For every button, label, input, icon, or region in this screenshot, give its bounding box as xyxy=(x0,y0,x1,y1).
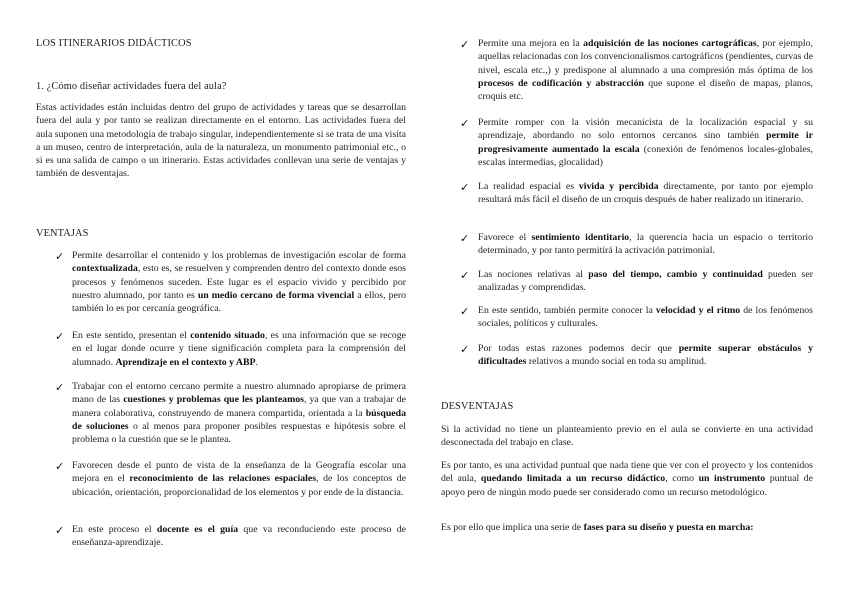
bold-text: adquisición de las nociones cartográficas xyxy=(583,38,757,49)
text-run: o al menos para proponer posibles respuestas e hipótesis sobre el problema o la cuestión que se le plantea. xyxy=(72,420,406,446)
text-run: , por ejemplo, aquellas relacionadas con los convencionalismos cartográficos (pendientes, curvas de nivel, escala etc.,) y predispone al alumnado a una compresión más óptima de los xyxy=(478,38,813,76)
bold-text: vivida y percibida xyxy=(578,181,659,192)
bold-text: permite ir progresivamente aumentado la escala xyxy=(478,130,813,155)
desventajas-heading: DESVENTAJAS xyxy=(441,401,514,412)
check-icon: ✓ xyxy=(55,331,65,343)
text-run: En este proceso el xyxy=(72,524,157,535)
text-run: , de los conceptos de ubicación, orientación, proporcionalidad de los elementos y por ende de la distancia. xyxy=(72,473,406,498)
list-item xyxy=(72,329,406,369)
check-icon: ✓ xyxy=(460,344,470,356)
list-item xyxy=(72,380,406,446)
check-icon: ✓ xyxy=(55,525,65,537)
text-run: (conexión de fenómenos locales-globales, escalas intermedias, glocalidad) xyxy=(478,143,813,168)
bold-text: un medio cercano de forma vivencial xyxy=(197,289,355,301)
text-run: pueden ser analizadas y comprendidas. xyxy=(478,269,813,294)
text-run: , la querencia hacia un espacio o territorio determinado, y por tanto permitirá la activación patrimonial. xyxy=(478,232,814,257)
text-run: Permite romper con la visión mecanicista de la localización espacial y su aprendizaje, abordando no solo entornos cercanos sino también xyxy=(478,117,813,142)
check-icon: ✓ xyxy=(55,382,65,394)
list-item xyxy=(478,304,813,331)
list-item xyxy=(478,116,813,169)
text-run: Permite desarrollar el contenido y los problemas de investigación escolar de forma xyxy=(72,250,406,261)
text-run: a ellos, pero también lo es por cercanía geográfica. xyxy=(72,289,406,315)
text-run: . xyxy=(255,356,258,368)
text-run: Permite una mejora en la xyxy=(478,38,584,49)
text-run: La realidad espacial es xyxy=(478,181,579,192)
bold-text: paso del tiempo, cambio y continuidad xyxy=(588,269,763,280)
list-item xyxy=(72,249,406,315)
text-run: puntual de apoyo pero de ningún modo puede ser considerado como un recurso metodológico. xyxy=(441,473,813,498)
text-run: En este sentido, presentan el xyxy=(72,330,191,341)
bold-text: reconocimiento de las relaciones espaciales xyxy=(129,473,317,485)
bold-text: permite superar obstáculos y dificultades xyxy=(478,343,813,368)
list-item xyxy=(478,268,813,295)
check-icon: ✓ xyxy=(460,39,470,51)
text-run: Favorece el xyxy=(478,232,532,243)
check-icon: ✓ xyxy=(460,233,470,245)
bold-text: procesos de codificación y abstracción xyxy=(478,77,644,89)
text-run: , es una información que se recoge en el lugar donde ocurre y tiene significación completa para la comprensión del alumnado. xyxy=(72,330,406,368)
bold-text: contextualizada xyxy=(72,263,138,275)
bold-text: sentimiento identitario xyxy=(531,232,630,243)
text-run: que supone el diseño de mapas, planos, croquis etc. xyxy=(478,77,813,103)
text-run: Si la actividad no tiene un planteamiento previo en el aula se convierte en una actividad desconectada del trabajo en clase. xyxy=(441,424,813,449)
list-item xyxy=(72,459,406,499)
bold-text: fases para su diseño y puesta en marcha: xyxy=(583,522,754,533)
bold-text: Aprendizaje en el contexto y ABP xyxy=(115,356,256,368)
section-question: 1. ¿Cómo diseñar actividades fuera del aula? xyxy=(36,81,227,92)
desventajas-paragraph xyxy=(441,459,813,499)
intro-paragraph: Estas actividades están incluidas dentro del grupo de actividades y tareas que se desarrollan fuera del aula y por tanto se realizan directamente en el entorno. Las actividades fuera del aula suponen una metodología de trabajo singular, independientemente si se trata de una visita a un museo, centro de interpretación, aula de la naturaleza, un monumento patrimonial etc., o si es una salida de campo o un itinerario. Estas actividades conllevan una serie de ventajas y también de desventajas. xyxy=(36,102,406,180)
check-icon: ✓ xyxy=(460,118,470,130)
document-title: LOS ITINERARIOS DIDÁCTICOS xyxy=(36,38,192,49)
list-item xyxy=(478,37,813,103)
check-icon: ✓ xyxy=(460,306,470,318)
bold-text: quedando limitada a un recurso didáctico xyxy=(480,473,666,485)
text-run: Las nociones relativas al xyxy=(478,269,589,280)
list-item xyxy=(478,342,813,369)
text-run: de los fenómenos sociales, políticos y culturales. xyxy=(478,305,813,330)
check-icon: ✓ xyxy=(460,270,470,282)
text-run: que va reconduciendo este proceso de enseñanza-aprendizaje. xyxy=(72,524,406,549)
ventajas-heading: VENTAJAS xyxy=(36,228,89,239)
bold-text: un instrumento xyxy=(698,473,766,485)
bold-text: búsqueda de soluciones xyxy=(72,407,406,432)
text-run: relativos a mundo social en toda su amplitud. xyxy=(526,356,707,368)
text-run: , como xyxy=(665,473,699,485)
bold-text: docente es el guía xyxy=(156,524,239,535)
bold-text: contenido situado xyxy=(190,330,265,341)
list-item xyxy=(72,523,406,550)
text-run: Trabajar con el entorno cercano permite a nuestro alumnado apropiarse de primera mano de las xyxy=(72,381,406,406)
bold-text: velocidad y el ritmo xyxy=(655,305,741,316)
text-run: , esto es, se resuelven y comprenden dentro del contexto donde esos procesos y fenómenos suceden. Este lugar es el espacio vivido y percibido por nuestro alumnado, por tanto es xyxy=(72,263,406,301)
check-icon: ✓ xyxy=(55,251,65,263)
bold-text: cuestiones y problemas que les planteamos xyxy=(123,394,304,406)
list-item xyxy=(478,231,813,258)
text-run: En este sentido, también permite conocer la xyxy=(478,305,656,316)
text-run: Es por ello que implica una serie de xyxy=(441,522,584,533)
text-run: Favorecen desde el punto de vista de la enseñanza de la Geografía escolar una mejora en el xyxy=(72,460,406,485)
desventajas-paragraph xyxy=(441,423,813,450)
list-item xyxy=(478,180,813,207)
desventajas-paragraph xyxy=(441,521,813,534)
check-icon: ✓ xyxy=(460,182,470,194)
text-run: directamente, por tanto por ejemplo resultará más fácil el diseño de un croquis después de haber realizado un itinerario. xyxy=(478,181,813,206)
text-run: Es por tanto, es una actividad puntual que nada tiene que ver con el proyecto y los contenidos del aula, xyxy=(441,460,813,485)
text-run: Por todas estas razones podemos decir que xyxy=(478,343,679,354)
text-run: , ya que van a trabajar de manera colaborativa, construyendo de manera compartida, orientada a la xyxy=(72,394,407,419)
check-icon: ✓ xyxy=(55,461,65,473)
